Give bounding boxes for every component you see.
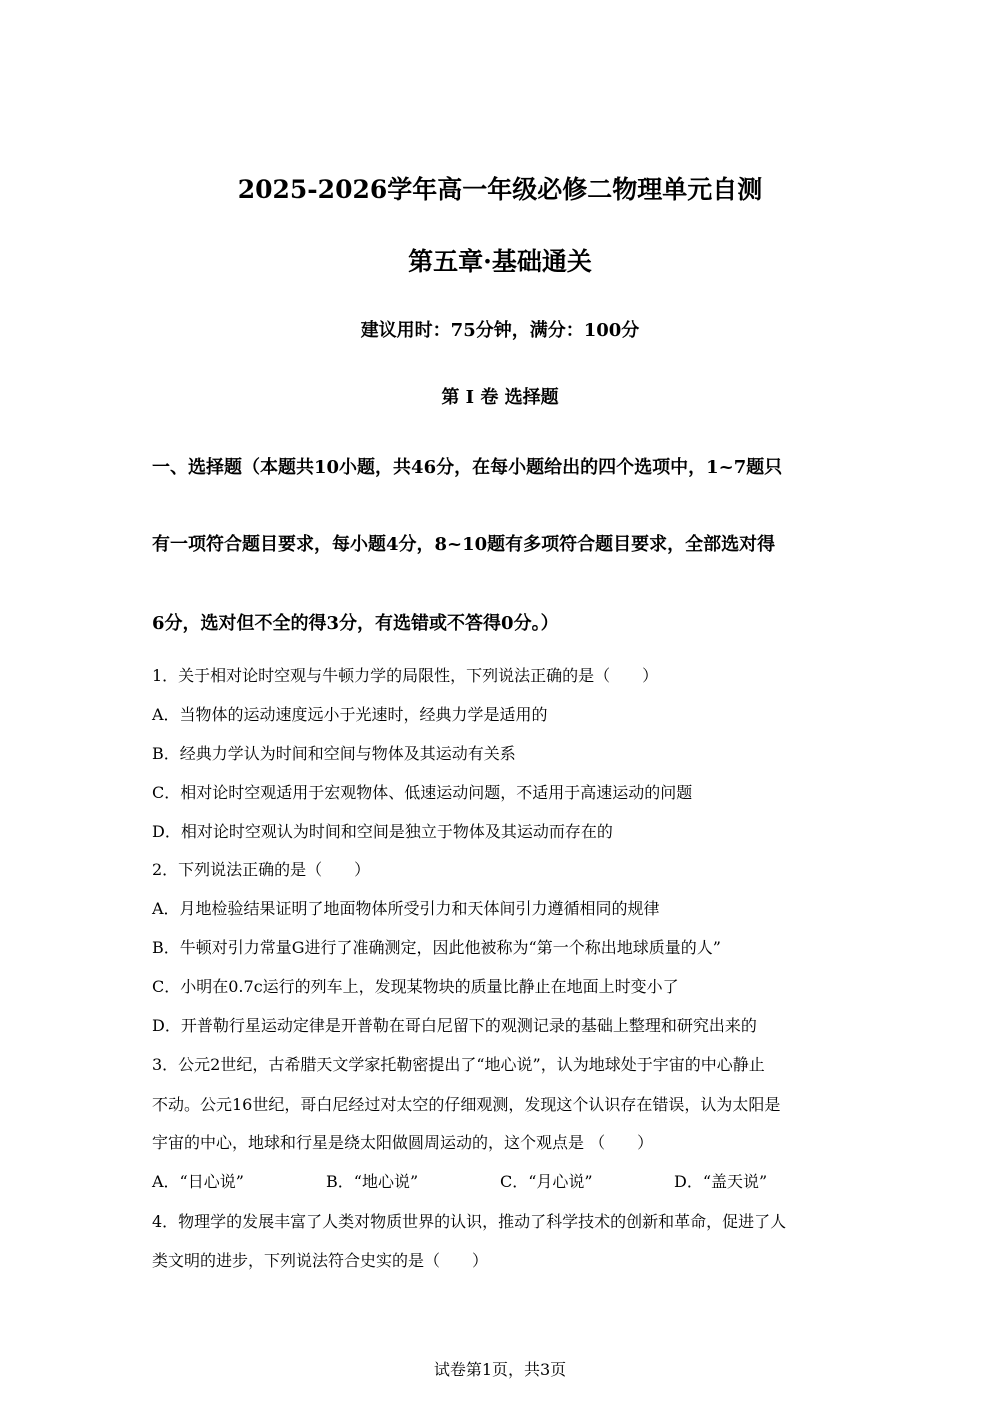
instruction-line: 有一项符合题目要求，每小题4分，8~10题有多项符合题目要求，全部选对得 [152,534,776,555]
question-3-option-c: C．“月心说” [500,1172,593,1191]
question-3-option-b: B．“地心说” [326,1172,419,1191]
question-1-option-b: B．经典力学认为时间和空间与物体及其运动有关系 [152,744,516,763]
chapter-subtitle: 第五章·基础通关 [408,247,592,276]
question-3-stem-line: 3．公元2世纪，古希腊天文学家托勒密提出了“地心说”，认为地球处于宇宙的中心静止 [152,1055,765,1074]
page-footer: 试卷第1页，共3页 [433,1360,567,1379]
question-1-option-c: C．相对论时空观适用于宏观物体、低速运动问题，不适用于高速运动的问题 [152,783,693,802]
question-2-stem: 2．下列说法正确的是（ ） [152,860,371,879]
question-2-option-c: C．小明在0.7c运行的列车上，发现某物块的质量比静止在地面上时变小了 [152,977,679,996]
question-1-option-d: D．相对论时空观认为时间和空间是独立于物体及其运动而存在的 [152,822,613,841]
question-1-option-a: A．当物体的运动速度远小于光速时，经典力学是适用的 [152,705,548,724]
question-3-option-d: D．“盖天说” [674,1172,768,1191]
question-3-option-a: A．“日心说” [152,1172,244,1191]
question-2-option-a: A．月地检验结果证明了地面物体所受引力和天体间引力遵循相同的规律 [152,899,660,918]
instruction-line: 6分，选对但不全的得3分，有选错或不答得0分。） [152,613,559,634]
section-heading: 第 I 卷 选择题 [441,387,559,408]
question-3-stem-line: 不动。公元16世纪，哥白尼经过对太空的仔细观测，发现这个认识存在错误，认为太阳是 [152,1095,781,1114]
question-4-stem-line: 类文明的进步，下列说法符合史实的是（ ） [152,1251,489,1270]
question-1-stem: 1．关于相对论时空观与牛顿力学的局限性，下列说法正确的是（ ） [152,666,659,685]
question-2-option-d: D．开普勒行星运动定律是开普勒在哥白尼留下的观测记录的基础上整理和研究出来的 [152,1016,757,1035]
exam-title: 2025-2026学年高一年级必修二物理单元自测 [237,175,763,204]
question-3-stem-line: 宇宙的中心，地球和行星是绕太阳做圆周运动的，这个观点是 （ ） [152,1133,654,1152]
question-4-stem-line: 4．物理学的发展丰富了人类对物质世界的认识，推动了科学技术的创新和革命，促进了人 [152,1212,787,1231]
question-2-option-b: B．牛顿对引力常量G进行了准确测定，因此他被称为“第一个称出地球质量的人” [152,938,721,957]
time-score-info: 建议用时：75分钟，满分：100分 [360,320,640,341]
instruction-line: 一、选择题（本题共10小题，共46分，在每小题给出的四个选项中，1~7题只 [152,457,783,478]
